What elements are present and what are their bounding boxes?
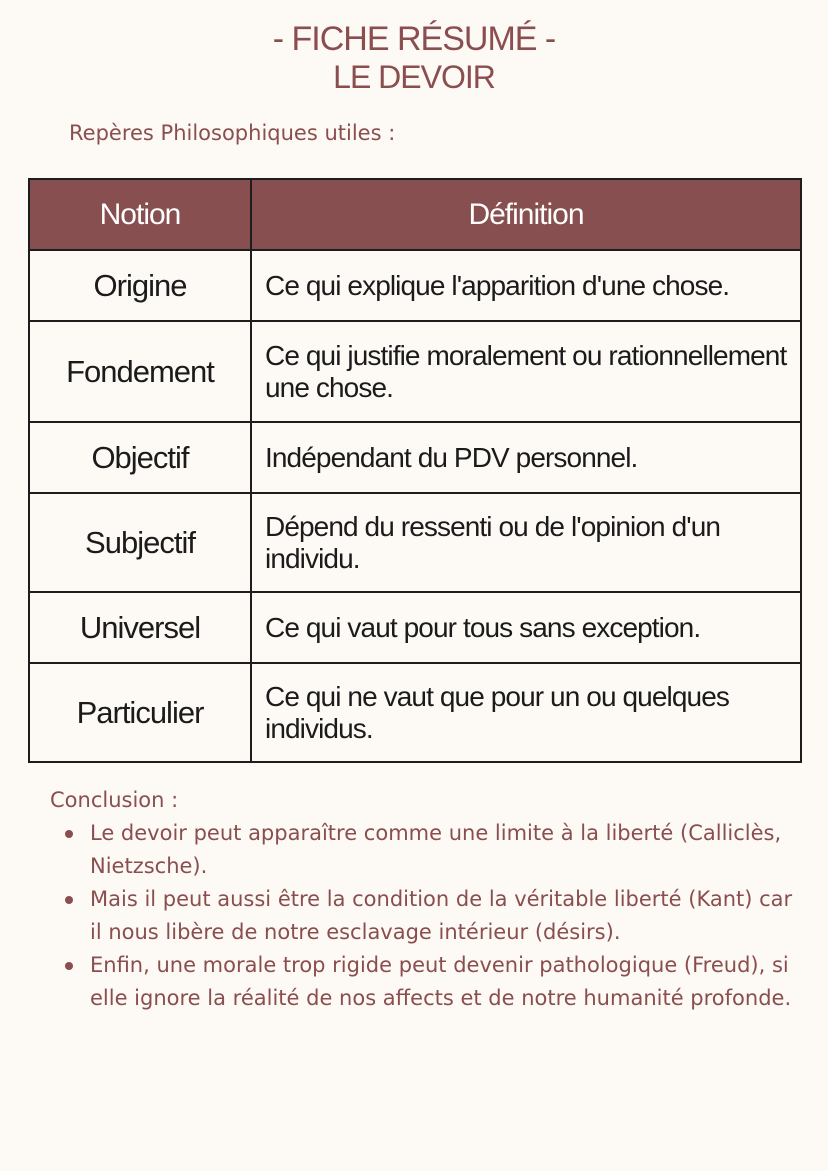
notion-cell: Particulier [29, 663, 251, 762]
conclusion-section [50, 784, 810, 1015]
definition-cell: Ce qui vaut pour tous sans exception. [251, 592, 801, 663]
list-item [50, 883, 810, 949]
notion-cell: Universel [29, 592, 251, 663]
notion-cell: Objectif [29, 422, 251, 493]
bullet-icon [65, 962, 73, 970]
bullet-icon [65, 896, 73, 904]
definition-cell: Dépend du ressenti ou de l'opinion d'un individu. [251, 493, 801, 592]
list-item [50, 949, 810, 1015]
page-subject: LE DEVOIR [333, 59, 495, 95]
table-row [29, 250, 801, 321]
column-header-notion: Notion [29, 179, 251, 250]
bullet-icon [65, 830, 73, 838]
conclusion-list [50, 817, 810, 1015]
notion-cell: Fondement [29, 321, 251, 422]
list-item-text: Enfin, une morale trop rigide peut devenir pathologique (Freud), si elle ignore la réalité de nos affects et de notre humanité profonde. [90, 953, 792, 1010]
table-row [29, 493, 801, 592]
table-row [29, 592, 801, 663]
notion-cell: Subjectif [29, 493, 251, 592]
definition-cell: Ce qui explique l'apparition d'une chose. [251, 250, 801, 321]
table-row [29, 663, 801, 762]
table-row [29, 321, 801, 422]
page-title: - FICHE RÉSUMÉ - [272, 20, 556, 58]
definition-cell: Ce qui justifie moralement ou rationnellement une chose. [251, 321, 801, 422]
list-item-text: Mais il peut aussi être la condition de la véritable liberté (Kant) car il nous libère de notre esclavage intérieur (désirs). [90, 887, 793, 944]
column-header-definition: Définition [251, 179, 801, 250]
definition-cell: Ce qui ne vaut que pour un ou quelques individus. [251, 663, 801, 762]
section-heading-reperes: Repères Philosophiques utiles : [69, 121, 396, 145]
table-row [29, 422, 801, 493]
notion-cell: Origine [29, 250, 251, 321]
conclusion-heading: Conclusion : [50, 788, 179, 812]
notions-table [28, 178, 802, 763]
list-item [50, 817, 810, 883]
list-item-text: Le devoir peut apparaître comme une limite à la liberté (Calliclès, Nietzsche). [90, 821, 782, 878]
table-header-row [29, 179, 801, 250]
definition-cell: Indépendant du PDV personnel. [251, 422, 801, 493]
